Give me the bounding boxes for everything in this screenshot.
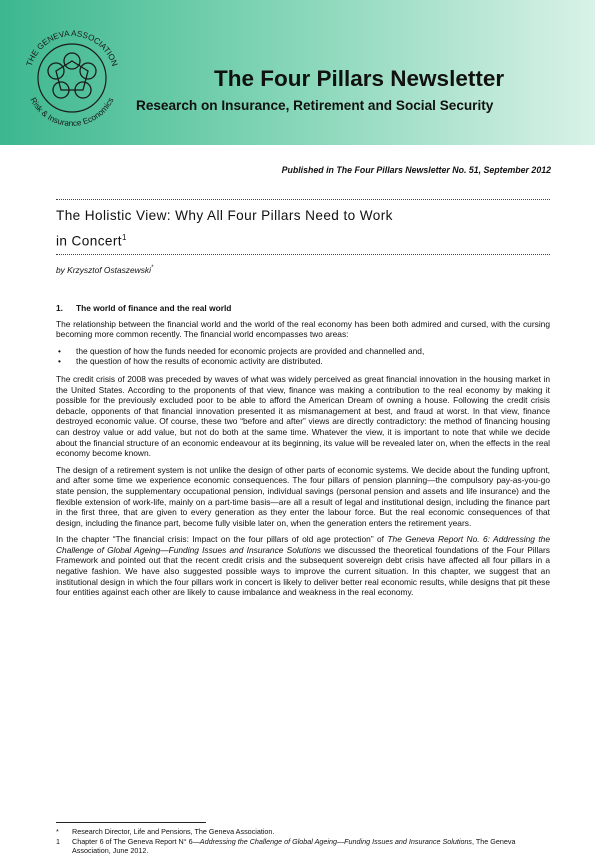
section-number: 1. [56,303,63,313]
footnote-mark: 1 [56,837,60,846]
author-byline [56,265,153,275]
paragraph-geneva-report [56,534,550,598]
section-heading [56,303,550,314]
logo-text-top: THE GENEVA ASSOCIATION [24,28,120,68]
bullet-item: • the question of how the results of economic activity are distributed. [56,356,550,367]
title-footnote-mark: 1 [121,233,127,242]
footnote-italic: Addressing the Challenge of Global Ageing—Funding Issues and Insurance Solutions [199,837,473,846]
author-name: by Krzysztof Ostaszewski [56,265,151,275]
logo-text-bottom: Risk & Insurance Economics [28,96,116,129]
author-footnote-mark: * [150,265,154,272]
paragraph-credit-crisis: The credit crisis of 2008 was preceded by waves of what was widely perceived as great financial innovation in the housing market in the United States. According to the proponents of that view, finance was making a contribution to the real economy by making it possible for the previously excluded poor to be able to afford the American Dream of owning a house. Following the credit crisis debacle, opponents of that financial innovation presented it as mismanagement at best, and fraud at worst. In that view, finance destroyed economic value. Of course, these two “before and after” views are directly contradictory: the method of financing housing can destroy value or add value, but not do both at the same time. Whatever the view, it is important to note that while we decide about the financial structure of an economic endeavour at its beginning, its value will be revealed later on, when the effects in the real economy become known. [56,373,550,459]
paragraph-text: we discussed the theoretical foundations of the Four Pillars Framework and pointed out that the recent credit crisis and the subsequent sovereign debt crisis have affected all four pillars in a negative fashion. We have also suggested possible ways to improve the current situation. In this chapter, we suggest that an institutional design in which the four pillars work in concert is likely to deliver better real economic results, while designs that pit these four entities against each other are likely to cause imbalance and weakness in the real economy. [56,544,550,598]
bullet-list [56,346,550,367]
bullet-item: • the question of how the funds needed for economic projects are provided and channelled and, [56,346,550,357]
footnote-text: Research Director, Life and Pensions, The Geneva Association. [72,827,275,836]
footnote-rule [56,822,206,823]
publication-note: Published in The Four Pillars Newsletter No. 51, September 2012 [281,165,551,175]
paragraph-intro: The relationship between the financial world and the world of the real economy has been both admired and cursed, with the cursing becoming more common recently. The financial world encompasses two areas: [56,318,550,340]
article-body [56,303,550,604]
footnote-text: Chapter 6 of The Geneva Report N° 6— [72,837,200,846]
report-title-italic: The Geneva Report No. 6: Addressing the Challenge of Global Ageing—Funding Issues and Insurance Solutions [56,534,550,555]
paragraph-text: In the chapter “The financial crisis: Impact on the four pillars of old age protection” of [56,534,388,545]
title-rule-top [56,199,550,200]
footnote-source [56,837,550,855]
article-title-line1: The Holistic View: Why All Four Pillars Need to Work [56,208,393,223]
paragraph-retirement-design: The design of a retirement system is not unlike the design of other parts of economic systems. We decide about the funding upfront, and after some time we experience economic consequences. The four pillars of pension planning—the compulsory pay-as-you-go state pension, the supplementary occupational pension, individual savings (personal pension and assets and life insurance) and the flexible extension of work-life, mainly on a part-time basis—are all a result of legal and institutional design, including the finance part in the first three, that are given to every generation as they enter the labour force. But the real economic consequences of that design, including the finance part, become fully visible later on, when the generation enters the retirement years. [56,464,550,528]
footnote-mark: * [56,827,59,836]
geneva-association-logo [8,14,136,142]
section-title: The world of finance and the real world [76,303,232,313]
title-rule-bottom [56,254,550,255]
footnote-text: , The Geneva Association, June 2012. [72,837,516,855]
article-title [56,205,550,253]
newsletter-title: The Four Pillars Newsletter [214,66,505,91]
article-title-line2: in Concert [56,233,122,249]
newsletter-subtitle: Research on Insurance, Retirement and Social Security [136,98,494,113]
footnote-author [56,827,550,836]
